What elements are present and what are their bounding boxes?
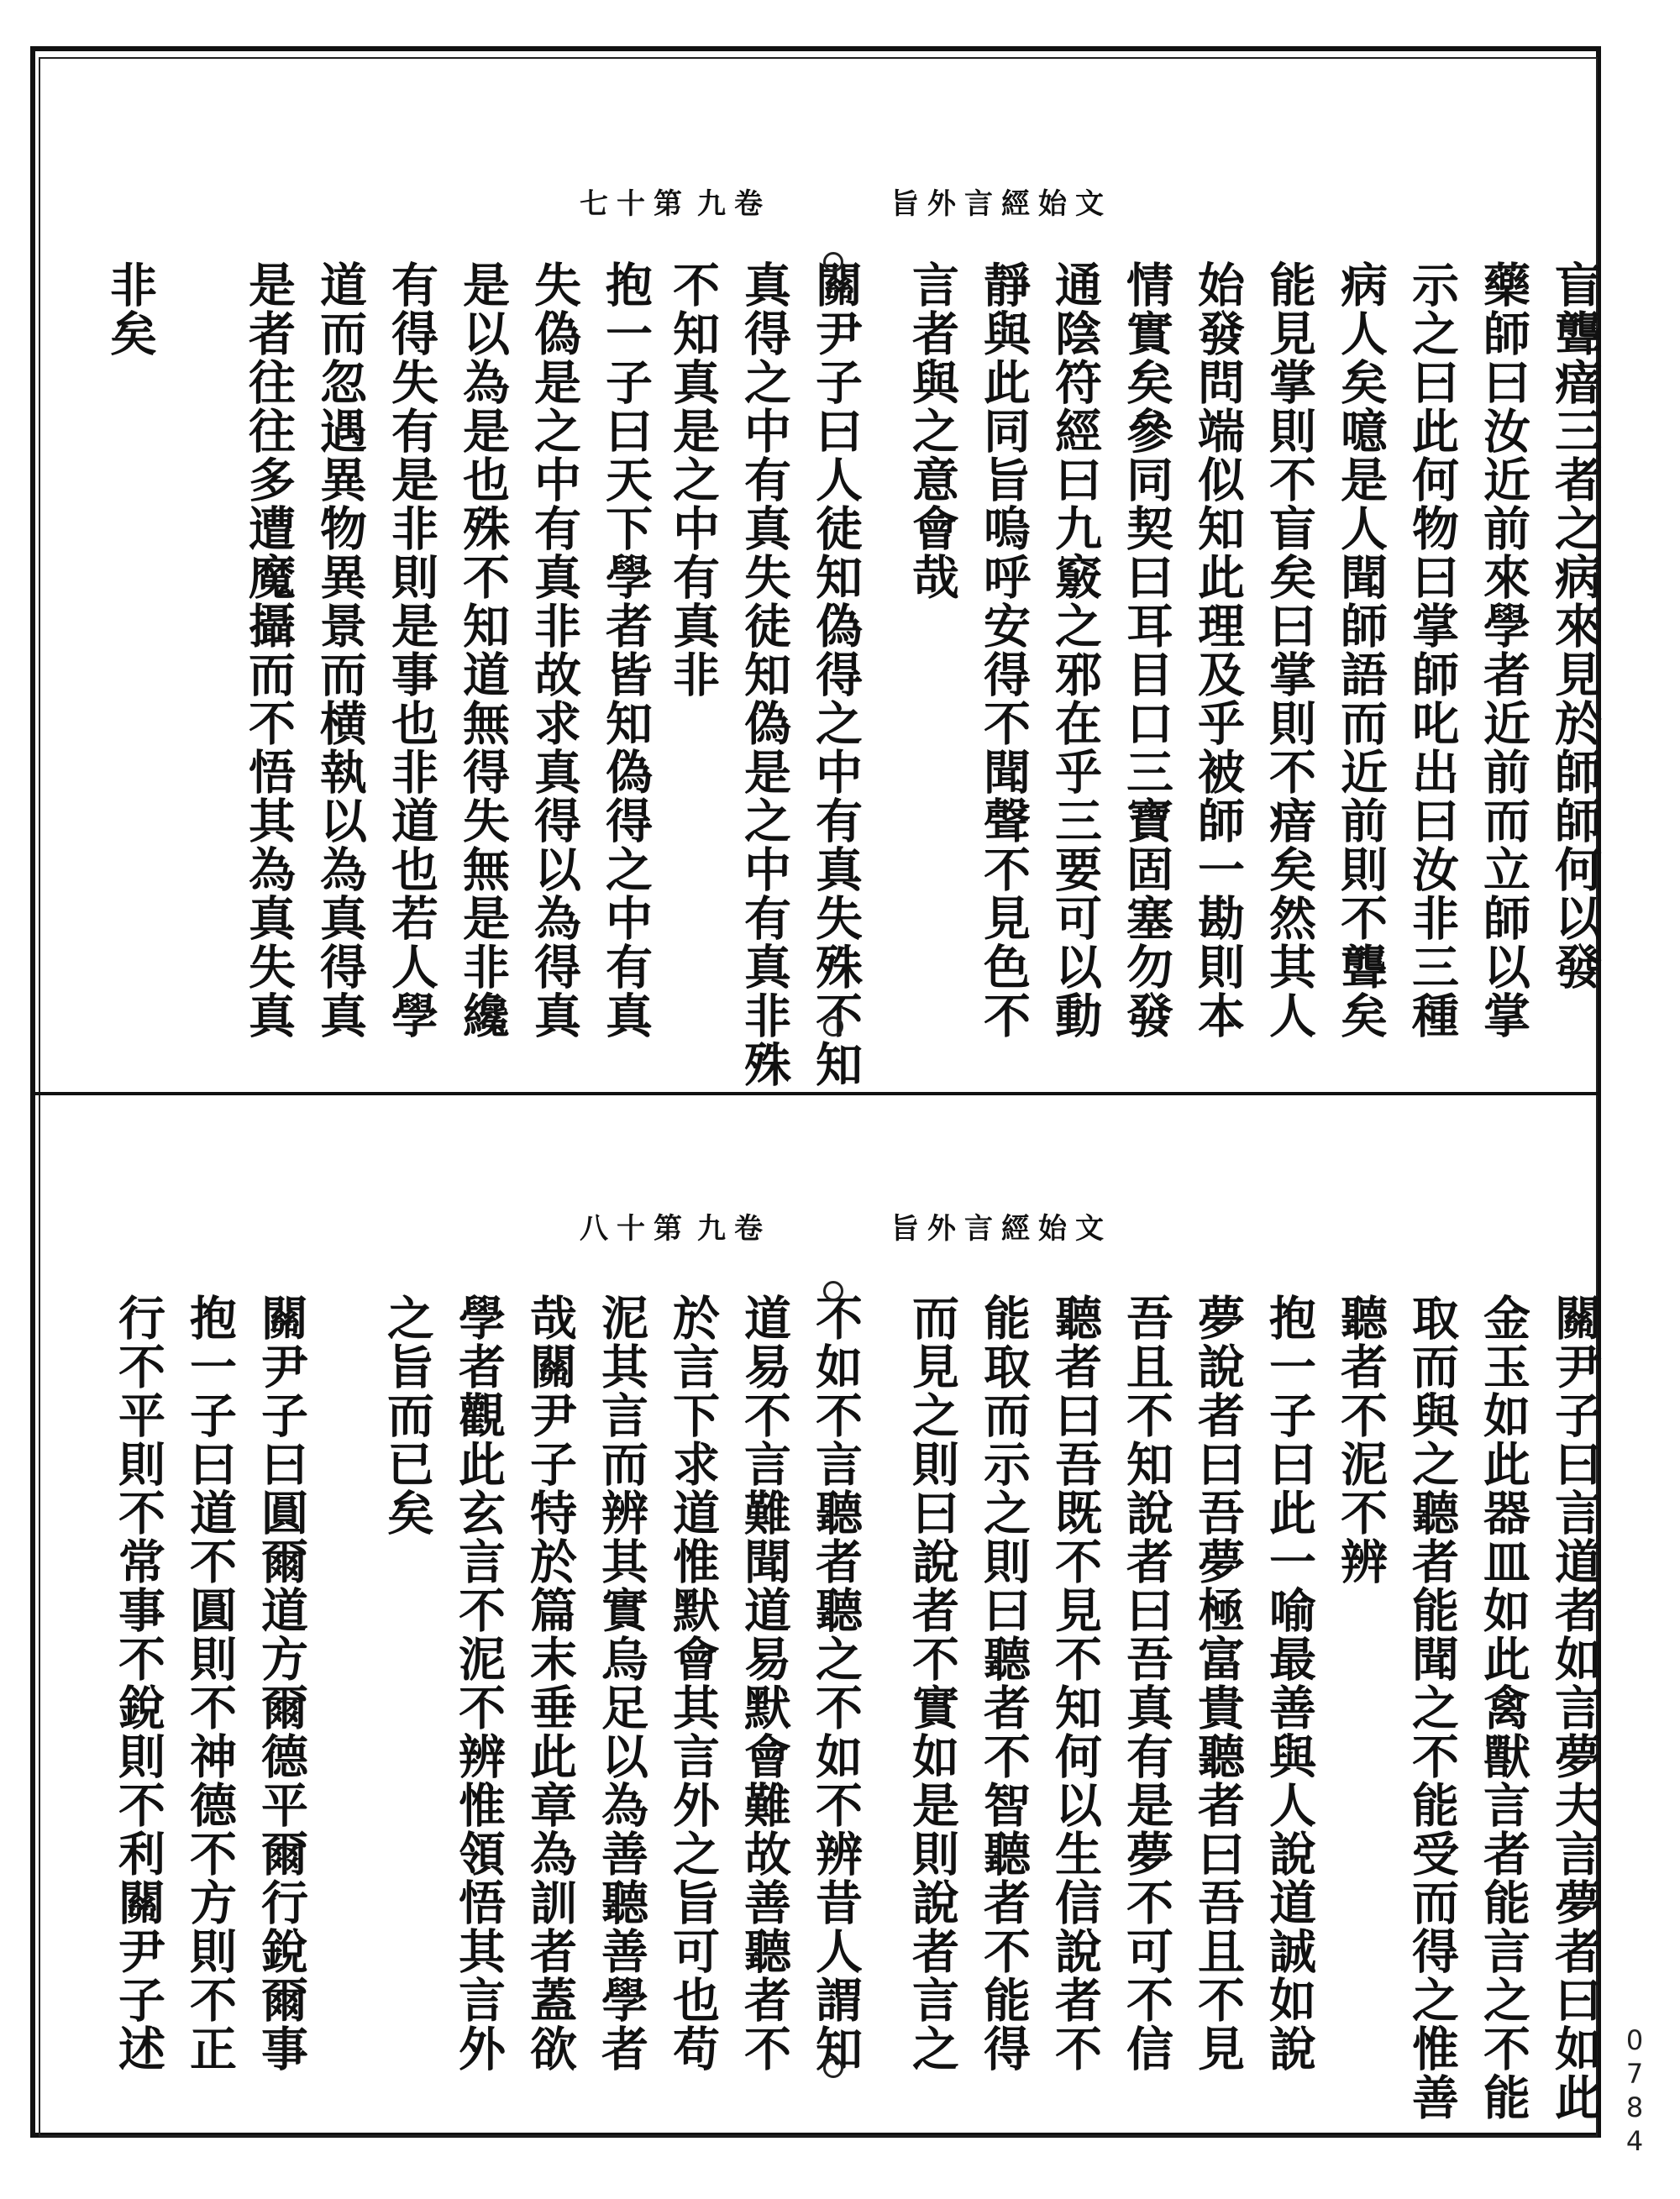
text-column: 藥師曰汝近前來學者近前而立師以掌 [1476, 260, 1531, 1040]
text-column: 能取而示之則曰聽者不智聽者不能得 [976, 1294, 1032, 2073]
text-column: 有得失有是非則是事也非道也若人學 [384, 260, 439, 1040]
text-column: 真得之中有真失徒知偽是之中有真非殊 [737, 260, 792, 1089]
text-column: 不知真是之中有真非 [665, 260, 721, 699]
text-column: 抱一子曰道不圓則不神德不方則不正 [182, 1294, 238, 2073]
text-column: 聽者曰吾既不見不知何以生信說者不 [1047, 1294, 1103, 2073]
text-column: 始發問端似知此理及乎被師一勘則本 [1190, 260, 1246, 1040]
book-title: 文始經言外旨 [890, 1212, 1112, 1246]
text-column: 關尹子曰言道者如言夢夫言夢者曰如此 [1547, 1294, 1603, 2122]
volume-label: 卷九 [697, 187, 771, 221]
text-column: 失偽是之中有真非故求真得以為得真 [527, 260, 582, 1040]
text-column: 聽者不泥不辨 [1333, 1294, 1389, 1586]
side-page-number: 0784 [1619, 2024, 1651, 2159]
text-column: 關尹子曰圓爾道方爾德平爾行銳爾事 [254, 1294, 309, 2073]
text-column: 金玉如此器皿如此禽獸言者能言之不能 [1476, 1294, 1531, 2122]
text-column: 是者往往多遭魔攝而不悟其為真失真 [241, 260, 297, 1040]
text-column: 情實矣參同契曰耳目口三寶固塞勿發 [1119, 260, 1174, 1040]
page-label: 第十七 [580, 187, 690, 221]
text-column: 吾且不知說者曰吾真有是夢不可不信 [1119, 1294, 1174, 2073]
text-column: 抱一子曰天下學者皆知偽得之中有真 [598, 260, 654, 1040]
text-column: 言者與之意會哉 [905, 260, 960, 601]
top-page-header [50, 181, 1588, 231]
text-column: 關尹子曰人徒知偽得之中有真失殊不知 [808, 260, 864, 1089]
circle-marker-icon [823, 252, 843, 272]
text-column: 於言下求道惟默會其言外之旨可也苟 [665, 1294, 721, 2073]
text-column: 示之曰此何物曰掌師叱出曰汝非三種 [1404, 260, 1460, 1040]
text-column: 而見之則曰說者不實如是則說者言之 [905, 1294, 960, 2073]
bottom-page [50, 1100, 1603, 2129]
text-column: 能見掌則不盲矣曰掌則不瘖矣然其人 [1262, 260, 1317, 1040]
top-page [50, 67, 1603, 1089]
bottom-page-header [50, 1205, 1588, 1256]
text-column: 是以為是也殊不知道無得失無是非纔 [455, 260, 511, 1040]
page-divider [30, 1092, 1601, 1095]
text-column: 不如不言聽者聽之不如不辨昔人謂知 [808, 1294, 864, 2073]
top-page-text [50, 260, 1603, 1089]
circle-marker-icon [823, 1016, 843, 1037]
text-column: 道而忽遇異物異景而横執以為真得真 [312, 260, 368, 1040]
circle-marker-icon [823, 2058, 843, 2078]
text-column: 靜與此同旨嗚呼安得不聞聲不見色不 [976, 260, 1032, 1040]
text-column: 之旨而已矣 [380, 1294, 435, 1537]
text-column: 泥其言而辨其實烏足以為善聽善學者 [594, 1294, 649, 2073]
text-column: 學者觀此玄言不泥不辨惟領悟其言外 [451, 1294, 507, 2073]
bottom-page-text [50, 1294, 1603, 2122]
text-column: 非矣 [102, 260, 158, 358]
text-column: 道易不言難聞道易默會難故善聽者不 [737, 1294, 792, 2073]
book-title: 文始經言外旨 [890, 187, 1112, 221]
circle-marker-icon [823, 1281, 843, 1301]
page-label: 第十八 [580, 1212, 690, 1246]
text-column: 夢說者曰吾夢極富貴聽者曰吾且不見 [1190, 1294, 1246, 2073]
text-column: 哉關尹子特於篇末垂此章為訓者蓋欲 [522, 1294, 578, 2073]
text-column: 通陰符經曰九竅之邪在乎三要可以動 [1047, 260, 1103, 1040]
text-column: 盲聾瘖三者之病來見於師師何以發 [1547, 260, 1603, 991]
volume-label: 卷九 [697, 1212, 771, 1246]
text-column: 病人矣噫是人聞師語而近前則不聾矣 [1333, 260, 1389, 1040]
text-column: 取而與之聽者能聞之不能受而得之惟善 [1404, 1294, 1460, 2122]
text-column: 抱一子曰此一喻最善與人說道誠如說 [1262, 1294, 1317, 2073]
text-column: 行不平則不常事不銳則不利關尹子述 [111, 1294, 166, 2073]
